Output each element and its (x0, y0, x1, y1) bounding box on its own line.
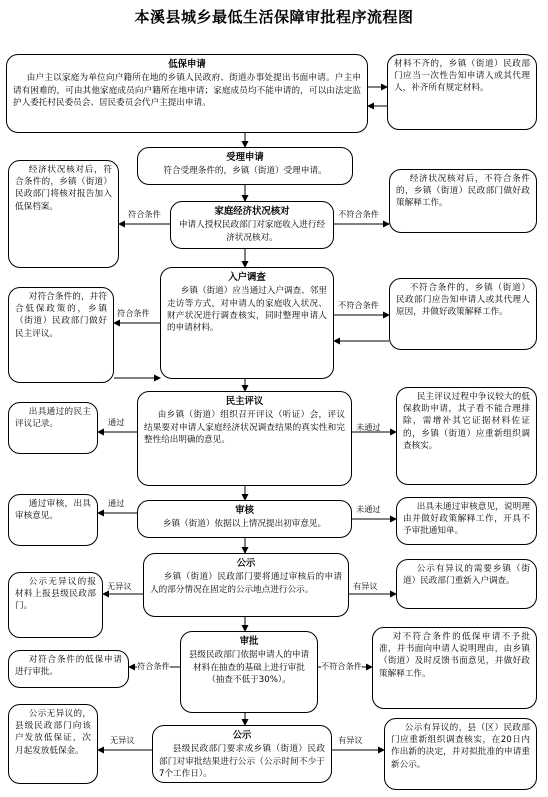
side-pub1-objection: 公示有异议的需要乡镇（街道）民政部门重新入户调查。 (396, 559, 537, 609)
step-approve-body: 县级民政部门依据申请人的申请材料在抽查的基础上进行审批（抽查不低于30%）。 (188, 650, 310, 685)
label-review-not-passed: 未通过 (356, 422, 381, 432)
label-audit-not-passed: 未通过 (356, 504, 381, 514)
label-pub2-no-objection: 无异议 (110, 735, 135, 745)
step-econ-title: 家庭经济状况核对 (214, 206, 290, 217)
step-econ (170, 201, 334, 249)
side-survey-pass: 对符合条件的，并符合低保政策的，乡镇（街道）民政部门做好民主评议。 (8, 287, 114, 383)
step-approve (180, 631, 318, 713)
step-approve-title: 审批 (239, 636, 259, 647)
step-survey (160, 267, 334, 379)
step-apply-body: 由户主以家庭为单位向户籍所在地的乡镇人民政府、街道办事处提出书面申请。户主申请有困难的，可由其他家庭成员向户籍所在地申请；家庭成员均不能申请的，可以由法定监护人委托村民委员会、居民委员会代户主提出申请。 (13, 73, 361, 108)
step-audit (137, 500, 352, 538)
side-pub2-ok: 公示无异议的，县级民政部门向该户发放低保证，次月起发放低保金。 (8, 704, 98, 784)
side-audit-fail: 出具未通过审核意见，说明理由并做好政策解释工作，开具不予审批通知单。 (396, 497, 537, 545)
label-approve-eligible: 符合条件 (137, 661, 170, 671)
step-review-body: 由乡镇（街道）组织召开评议（听证）会，评议结果要对申请人家庭经济状况调查结果的真实性和完整性给出明确的意见。 (144, 410, 345, 445)
step-accept-title: 受理申请 (226, 152, 264, 163)
side-review-pass: 出具通过的民主评议记录。 (8, 402, 98, 454)
label-pub2-objection: 有异议 (338, 735, 363, 745)
step-accept-body: 符合受理条件的，乡镇（街道）受理申请。 (163, 166, 327, 177)
side-approve-fail: 对不符合条件的低保申请不予批准，并书面向申请人说明理由，由乡镇（街道）及时反馈书面意见，并做好政策解释工作。 (372, 627, 537, 709)
label-pub1-no-objection: 无异议 (107, 581, 132, 591)
label-pub1-objection: 有异议 (353, 581, 378, 591)
step-publicity2-title: 公示 (232, 730, 252, 741)
side-audit-pass: 通过审核，出具审核意见。 (8, 494, 98, 546)
step-publicity1-body: 乡镇（街道）民政部门要将通过审核后的申请人的部分情况在固定的公示地点进行公示。 (150, 572, 342, 595)
side-pub1-ok: 公示无异议的报材料上报县级民政部门。 (8, 572, 103, 638)
side-incomplete: 材料不齐的，乡镇（街道）民政部门应当一次性告知申请人或其代理人，补齐所有规定材料。 (387, 54, 537, 130)
step-review-title: 民主评议 (225, 396, 264, 407)
step-econ-body: 申请人授权民政部门对家庭收入进行经济状况核对。 (178, 220, 326, 243)
side-pub2-objection: 公示有异议的，县（区）民政部门应重新组织调查核实，在20日内作出新的决定，并对拟批准的申请重新公示。 (384, 718, 537, 790)
side-review-fail: 民主评议过程中争议较大的低保救助申请，其子看不能合理排除，需增补其它证据材料佐证的，乡镇（街道）应重新组织调查核实。 (396, 387, 537, 485)
label-econ-eligible: 符合条件 (128, 209, 161, 219)
step-apply-title: 低保申请 (168, 59, 206, 70)
label-survey-ineligible: 不符合条件 (338, 300, 379, 310)
label-review-passed: 通过 (108, 417, 125, 427)
step-publicity2 (152, 725, 332, 783)
side-survey-fail: 不符合条件的，乡镇（街道）民政部门应告知申请人或其代理人原因，并做好政策解释工作。 (389, 278, 537, 350)
label-audit-passed: 通过 (108, 498, 125, 508)
side-econ-pass: 经济状况核对后，符合条件的，乡镇（街道）民政部门将核对报告加入低保档案。 (8, 160, 119, 268)
step-publicity1-title: 公示 (236, 558, 256, 569)
step-review (137, 391, 352, 486)
step-accept (137, 147, 353, 185)
step-apply (6, 54, 368, 133)
step-survey-body: 乡镇（街道）应当通过入户调查、邻里走访等方式，对申请人的家庭收入状况、财产状况进行调查核实，同时整理申请人的申请材料。 (167, 286, 327, 333)
side-approve-pass: 对符合条件的低保申请进行审批。 (8, 650, 129, 688)
step-publicity1 (143, 553, 349, 617)
step-publicity2-body: 县级民政部门要求成乡镇（街道）民政部门对审批结果进行公示（公示时间不少于7个工作日）。 (159, 744, 325, 779)
step-audit-body: 乡镇（街道）依据以上情况提出初审意见。 (162, 519, 327, 530)
step-audit-title: 审核 (235, 505, 254, 516)
label-survey-eligible: 符合条件 (117, 308, 150, 318)
step-survey-title: 入户调查 (228, 272, 266, 283)
page-title: 本溪县城乡最低生活保障审批程序流程图 (134, 8, 414, 26)
label-econ-ineligible: 不符合条件 (338, 209, 379, 219)
side-econ-fail: 经济状况核对后，不符合条件的，乡镇（街道）民政部门做好政策解释工作。 (389, 169, 537, 233)
label-approve-ineligible: 不符合条件 (321, 661, 362, 671)
